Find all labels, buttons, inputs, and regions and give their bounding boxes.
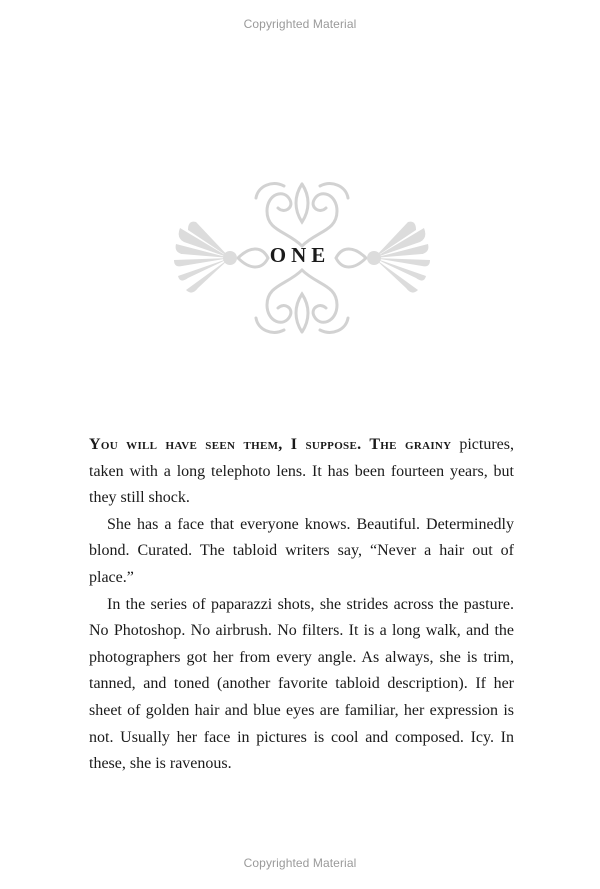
opening-small-caps: You will have seen them, I suppose. The grainy [89,436,452,453]
copyright-watermark-top: Copyrighted Material [243,17,357,31]
copyright-watermark-bottom: Copyrighted Material [243,856,357,870]
chapter-body-text [89,432,514,778]
chapter-title: ONE [269,243,331,267]
paragraph-2: She has a face that everyone knows. Beautiful. Determinedly blond. Curated. The tabloid writers say, “Never a hair out of place.” [89,515,514,586]
paragraph-1-rest: pictures, taken with a long telephoto lens. It has been fourteen years, but they still shock. [89,436,514,507]
paragraph-3: In the series of paparazzi shots, she strides across the pasture. No Photoshop. No airbrush. No filters. It is a long walk, and the photographers got her from every angle. As always, she is trim, tanned, and toned (another favorite tabloid description). If her sheet of golden hair and blue eyes are familiar, her expression is not. Usually her face in pictures is cool and composed. Icy. In these, she is ravenous. [89,595,514,773]
paragraph-1 [89,432,514,512]
